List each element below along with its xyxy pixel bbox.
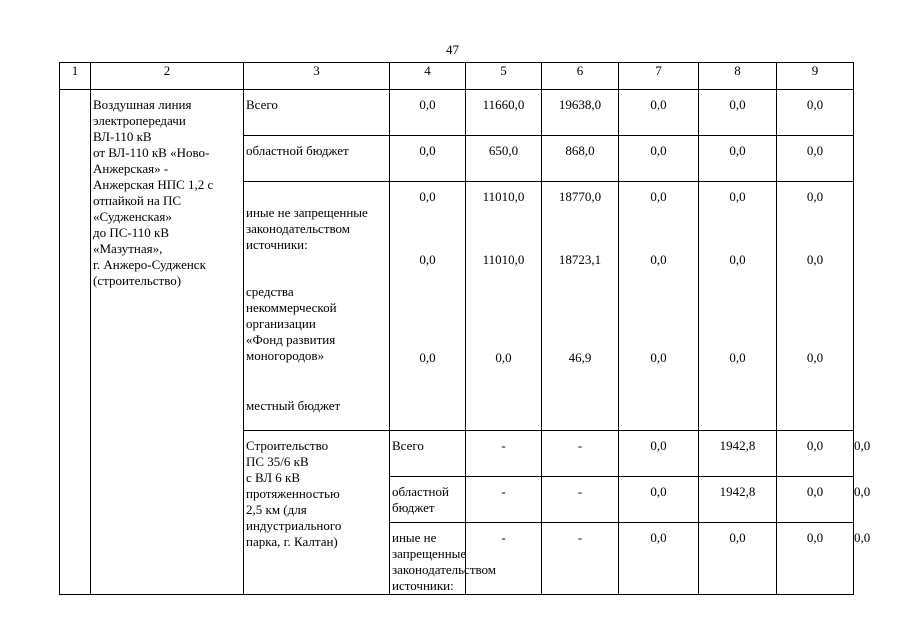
value-cell: 0,0 — [699, 136, 777, 182]
value-cell: 0,0 — [419, 189, 436, 204]
value-group — [390, 182, 466, 431]
value-cell: 11660,0 — [466, 90, 542, 136]
column-header: 2 — [91, 63, 244, 90]
funding-source: средства некоммерческой организации «Фонд развития моногородов» — [246, 284, 337, 363]
funding-source-group — [244, 182, 390, 431]
value-cell: 0,0 — [419, 350, 436, 365]
column-header: 7 — [619, 63, 699, 90]
value-cell: - — [466, 477, 542, 523]
value-cell: 0,0 — [619, 136, 699, 182]
value-group — [777, 182, 854, 431]
value-cell: 0,0 — [729, 189, 746, 204]
value-cell: 46,9 — [568, 350, 592, 365]
value-group — [699, 182, 777, 431]
value-group — [619, 182, 699, 431]
value-cell: - — [542, 477, 619, 523]
value-group — [466, 182, 542, 431]
value-cell: 11010,0 — [482, 189, 525, 204]
page-number: 47 — [446, 42, 459, 57]
funding-source: Всего — [244, 90, 390, 136]
value-cell: 0,0 — [390, 90, 466, 136]
header-row — [60, 63, 854, 90]
project-description: Воздушная линия электропередачи ВЛ-110 кВ от ВЛ-110 кВ «Ново- Анжерская» - Анжерская НПС 1,2 с отпайкой на ПС «Судженская» до ПС-110 кВ «Мазутная», г. Анжеро-Судженск (строительство) — [91, 90, 244, 595]
project-description: Строительство ПС 35/6 кВ с ВЛ 6 кВ протяженностью 2,5 км (для индустриального парка, г. Калтан) — [244, 431, 390, 595]
value-cell: 0,0 — [777, 523, 854, 595]
value-cell: 0,0 — [699, 90, 777, 136]
value-cell: 0,0 — [699, 523, 777, 595]
value-cell: - — [466, 523, 542, 595]
value-cell: 868,0 — [542, 136, 619, 182]
column-header: 1 — [60, 63, 91, 90]
column-header: 9 — [777, 63, 854, 90]
column-header: 3 — [244, 63, 390, 90]
funding-source: областной бюджет — [390, 477, 466, 523]
value-cell: 0,0 — [619, 523, 699, 595]
value-cell: - — [542, 523, 619, 595]
table-row — [60, 90, 854, 136]
funding-source: областной бюджет — [244, 136, 390, 182]
value-cell: 1942,8 — [699, 431, 777, 477]
value-cell: 0,0 — [777, 90, 854, 136]
value-cell: 0,0 — [650, 189, 667, 204]
value-cell: 0,0 — [806, 252, 824, 267]
value-cell: 0,0 — [777, 477, 854, 523]
table-row: иные не запрещенные законодательством источники: - - 0,0 0,0 0,0 0,0 — [60, 523, 854, 595]
value-cell: 0,0 — [650, 252, 667, 267]
value-cell: 0,0 — [619, 90, 699, 136]
value-cell: 0,0 — [777, 136, 854, 182]
column-header: 8 — [699, 63, 777, 90]
column-header: 5 — [466, 63, 542, 90]
value-cell: 0,0 — [806, 189, 824, 204]
value-cell: 0,0 — [419, 252, 436, 267]
row-number-cell — [60, 90, 91, 595]
value-cell: 0,0 — [729, 350, 746, 365]
value-cell: 650,0 — [466, 136, 542, 182]
value-cell: 0,0 — [390, 136, 466, 182]
value-cell: 1942,8 — [699, 477, 777, 523]
value-cell: 0,0 — [650, 350, 667, 365]
value-cell: 0,0 — [806, 350, 824, 365]
value-cell: 18723,1 — [558, 252, 602, 267]
value-cell: - — [466, 431, 542, 477]
value-cell: 19638,0 — [542, 90, 619, 136]
value-cell: 0,0 — [619, 477, 699, 523]
funding-source: Всего — [390, 431, 466, 477]
value-group — [542, 182, 619, 431]
budget-table — [59, 62, 871, 595]
funding-source: местный бюджет — [246, 398, 341, 413]
table-row: областной бюджет - - 0,0 1942,8 0,0 0,0 — [60, 477, 854, 523]
value-cell: 0,0 — [777, 431, 854, 477]
column-header: 4 — [390, 63, 466, 90]
funding-source: иные не запрещенные законодательством источники: — [246, 205, 368, 252]
value-cell: 11010,0 — [482, 252, 525, 267]
value-cell: 0,0 — [729, 252, 746, 267]
value-cell: 0,0 — [495, 350, 512, 365]
value-cell: - — [542, 431, 619, 477]
funding-source: иные не запрещенные законодательством источники: — [390, 523, 466, 595]
column-header: 6 — [542, 63, 619, 90]
value-cell: 0,0 — [619, 431, 699, 477]
value-cell: 18770,0 — [558, 189, 602, 204]
table-row: Строительство ПС 35/6 кВ с ВЛ 6 кВ протяженностью 2,5 км (для индустриального парка, г. Калтан) Всего - - 0,0 1942,8 0,0 0,0 — [60, 431, 854, 477]
